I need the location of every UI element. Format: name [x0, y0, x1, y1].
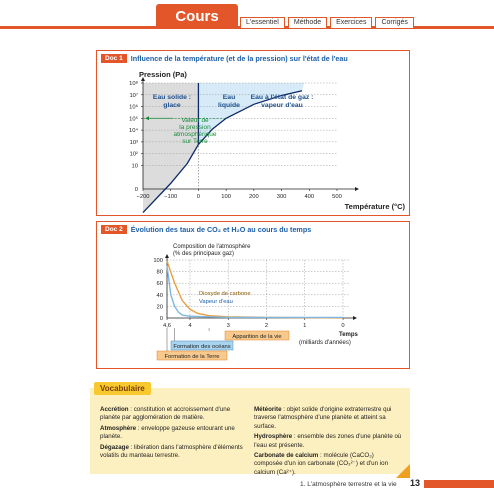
- vocab-term: Météorite: [254, 406, 282, 413]
- x-tick-label: 1: [303, 323, 307, 329]
- x-tick-label: 2: [264, 323, 269, 329]
- series-line-h2o: [167, 266, 343, 318]
- y-tick-label: 80: [156, 269, 163, 276]
- x-tick-label: 300: [276, 194, 287, 200]
- vocab-definition: : objet solide d'origine extraterrestre qui traverse l'atmosphère d'une planète et atteint sa surface.: [254, 406, 392, 430]
- event-formation-terre: [157, 351, 227, 360]
- x-tick-label: 4: [188, 323, 192, 329]
- vocabulary-tag: Vocabulaire: [94, 382, 151, 395]
- vocab-entry: [254, 433, 402, 450]
- x-tick-label: 100: [221, 194, 231, 200]
- annotation-line4: sur Terre: [182, 138, 208, 145]
- y-tick-label: 10²: [129, 151, 138, 158]
- y-tick-label: 0: [134, 187, 138, 193]
- vocabulary-left-column: [100, 406, 248, 462]
- page-corner-decoration: [396, 464, 410, 478]
- vocab-entry: [100, 425, 248, 442]
- x-tick-label: 0: [196, 194, 201, 200]
- cours-tab[interactable]: Cours: [156, 4, 238, 29]
- y-tick-label: 100: [153, 258, 163, 264]
- section-tabs: [240, 17, 414, 28]
- x-tick-label: 4,6: [162, 323, 172, 329]
- doc1-title: Influence de la température (et de la pression) sur l'état de l'eau: [130, 54, 348, 63]
- top-bar: [0, 0, 494, 30]
- y-tick-label: 60: [156, 281, 163, 288]
- event-formation-terre-label: Formation de la Terre: [164, 354, 220, 360]
- y-tick-label: 10⁷: [129, 92, 138, 99]
- tab-essentiel[interactable]: L'essentiel: [240, 17, 285, 28]
- x-tick-label: 3: [226, 323, 230, 329]
- legend-h2o: Vapeur d'eau: [199, 299, 233, 305]
- vocab-term: Atmosphère: [100, 424, 137, 432]
- x-tick-label: −200: [136, 194, 150, 200]
- vocab-definition: : molécule (CaCO₃) composée d'un ion carbonate (CO₃²⁻) et d'un ion calcium (Ca²⁺).: [254, 452, 389, 476]
- region-solid-line1: Eau solide :: [152, 94, 192, 101]
- y-tick-label: 10⁴: [129, 128, 138, 135]
- doc2-x-axis-label-line2: (milliards d'années): [299, 340, 351, 346]
- phase-diagram: [97, 51, 409, 215]
- doc1-x-axis-label: Température (°C): [344, 202, 405, 211]
- annotation-line1: Valeur de: [181, 117, 209, 124]
- y-tick-label: 40: [156, 292, 163, 299]
- event-formation-oceans: [171, 341, 233, 350]
- doc1-tag: Doc 1: [101, 54, 127, 63]
- x-axis-arrow: [355, 187, 359, 191]
- event-apparition-vie-label: Apparition de la vie: [232, 334, 282, 340]
- legend-co2: Dioxyde de carbone: [199, 291, 251, 297]
- y-tick-label: 20: [156, 304, 163, 311]
- vocabulary-right-column: [254, 406, 402, 479]
- y-tick-label: 10⁵: [129, 116, 138, 123]
- footer-bar: [424, 480, 494, 488]
- doc2-x-axis-label-line1: Temps: [339, 332, 358, 338]
- vocab-definition: : libération dans l'atmosphère d'éléments volatils du manteau terrestre.: [100, 443, 243, 460]
- doc2-y-axis-label-line2: (% des principaux gaz): [173, 251, 235, 257]
- vocabulary-box: [90, 384, 410, 476]
- region-liquid-line1: Eau: [222, 94, 236, 101]
- region-gas-line2: vapeur d'eau: [261, 102, 303, 109]
- tab-corriges[interactable]: Corrigés: [375, 17, 413, 28]
- annotation-line3: atmosphérique: [173, 131, 217, 138]
- vocab-term: Accrétion: [100, 406, 129, 413]
- legend: [199, 291, 251, 305]
- doc2-tag: Doc 2: [101, 225, 127, 234]
- tab-methode[interactable]: Méthode: [288, 17, 327, 28]
- vocab-entry: [254, 406, 402, 431]
- region-solid-line2: glace: [163, 102, 181, 109]
- x-tick-label: 400: [304, 194, 315, 200]
- atmosphere-composition-chart: [97, 222, 409, 368]
- vocab-term: Carbonate de calcium: [254, 452, 319, 460]
- vocab-term: Hydrosphère: [254, 433, 293, 441]
- vocab-definition: : ensemble des zones d'une planète où l'eau est présente.: [254, 433, 402, 449]
- y-tick-label: 10⁶: [129, 104, 138, 111]
- x-tick-label: 0: [341, 323, 345, 329]
- y-tick-label: 10⁸: [129, 81, 138, 87]
- y-axis-arrow: [165, 254, 169, 258]
- region-liquid-line2: liquide: [218, 102, 240, 109]
- x-tick-label: 200: [249, 194, 259, 200]
- x-tick-label: −100: [164, 194, 178, 200]
- annotation-line2: la pression: [179, 124, 211, 131]
- tab-exercices[interactable]: Exercices: [330, 17, 372, 28]
- doc2-panel: [96, 221, 410, 369]
- chapter-footer: 1. L'atmosphère terrestre et la vie: [300, 481, 397, 488]
- vocab-entry: [254, 452, 402, 477]
- y-tick-label: 10³: [129, 139, 138, 146]
- vocab-entry: [100, 444, 248, 461]
- event-apparition-vie: [225, 331, 289, 340]
- series-line-co2: [167, 261, 343, 318]
- y-tick-label: 10: [131, 163, 138, 170]
- x-tick-label: 500: [332, 194, 342, 200]
- page-number: 13: [410, 478, 421, 488]
- x-axis-arrow: [353, 316, 357, 320]
- doc1-y-axis-label: Pression (Pa): [139, 70, 187, 79]
- doc1-panel: [96, 50, 410, 216]
- vocab-entry: [100, 406, 248, 423]
- event-formation-oceans-label: Formation des océans: [173, 344, 231, 350]
- region-gas-line1: Eau à l'état de gaz :: [250, 94, 314, 101]
- doc2-title: Évolution des taux de CO₂ et H₂O au cours du temps: [130, 225, 312, 234]
- vocab-definition: : enveloppe gazeuse entourant une planète.: [100, 424, 235, 441]
- y-tick-label: 0: [159, 316, 163, 322]
- vocab-term: Dégazage: [100, 443, 129, 451]
- vocab-definition: : constitution et accroissement d'une planète par agglomération de matière.: [100, 406, 231, 422]
- doc2-y-axis-label-line1: Composition de l'atmosphère: [173, 244, 251, 250]
